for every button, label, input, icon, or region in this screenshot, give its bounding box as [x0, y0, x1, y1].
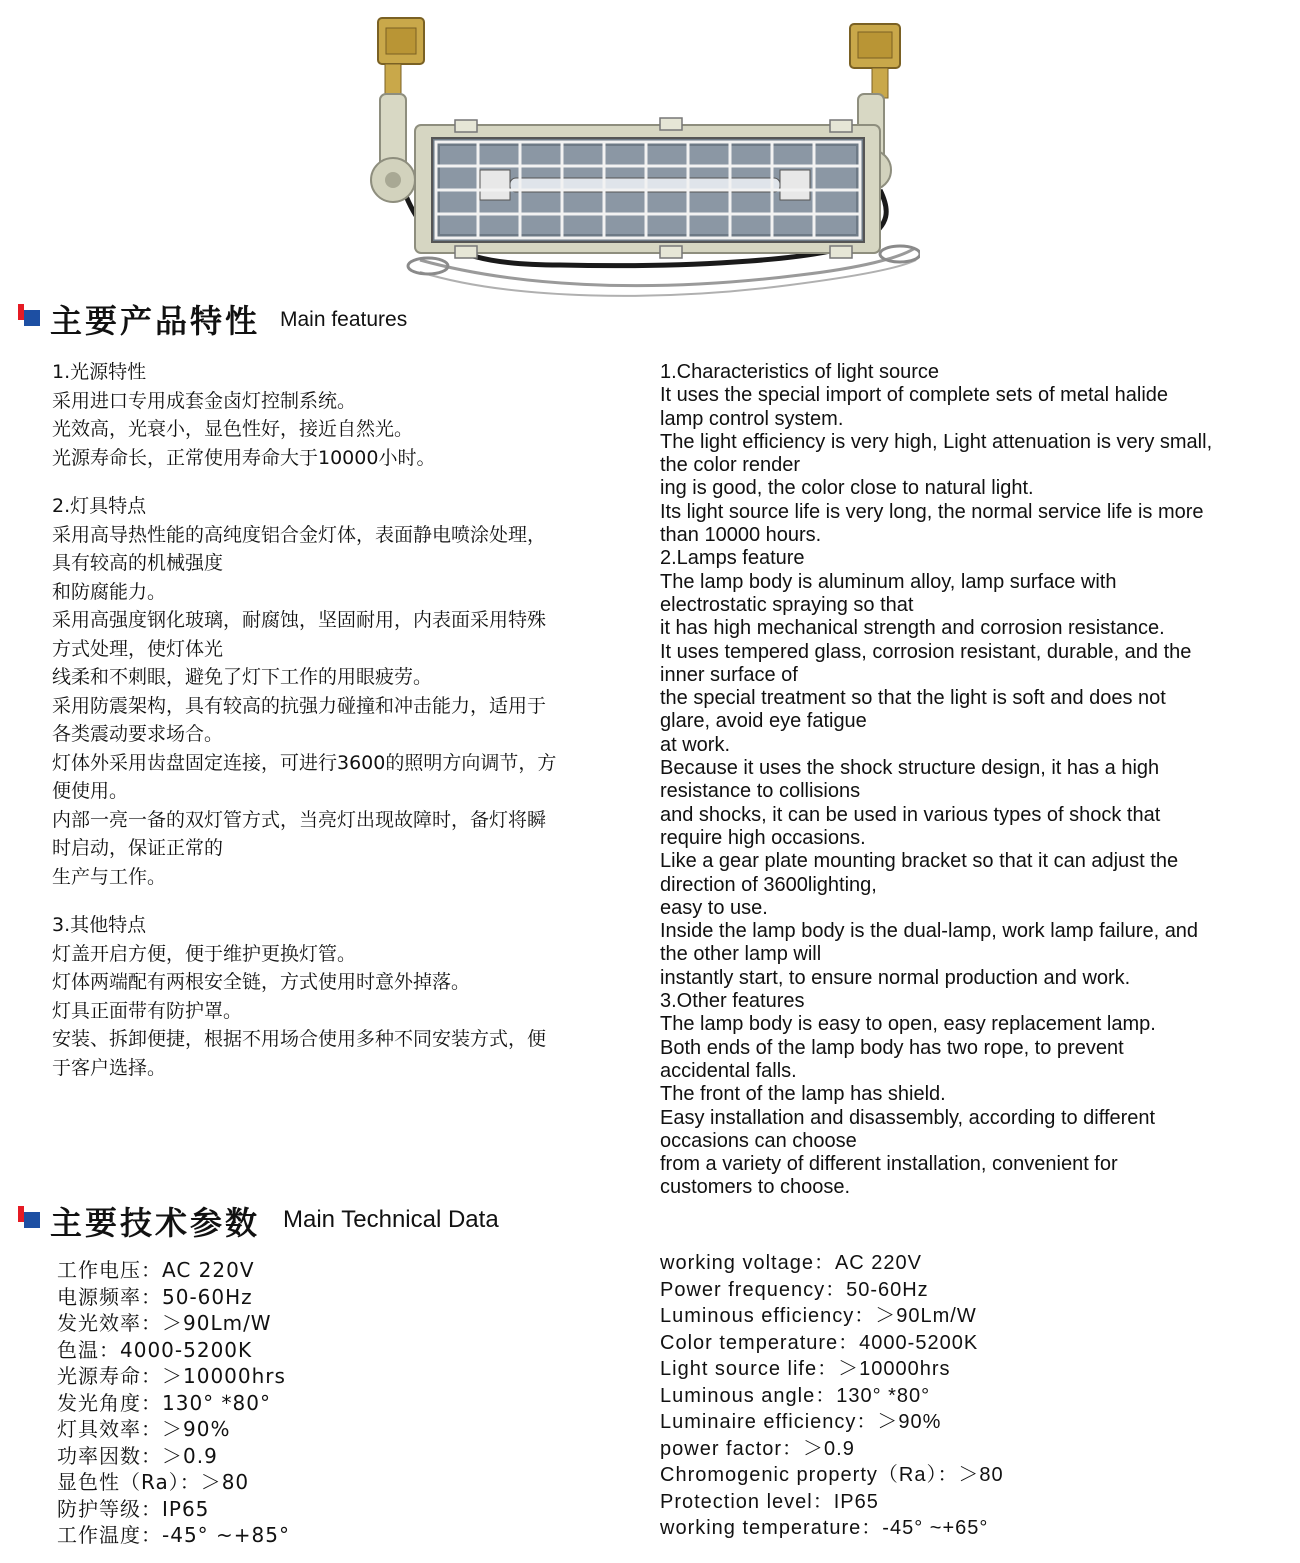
spec-line: 光源寿命：＞10000hrs	[57, 1364, 286, 1388]
spec-line: 工作温度：-45° ~+85°	[57, 1523, 290, 1547]
text-line: resistance to collisions	[660, 780, 861, 803]
text-line: and shocks, it can be used in various types of shock that	[660, 803, 1161, 826]
text-line: at work.	[660, 733, 731, 756]
text-line: Both ends of the lamp body has two rope, to prevent	[660, 1036, 1124, 1059]
text-line: The light efficiency is very high, Light attenuation is very small,	[660, 430, 1213, 453]
text-line: accidental falls.	[660, 1059, 797, 1082]
tech-title-cn: 主要技术参数	[50, 1204, 261, 1242]
text-line: It uses the special import of complete sets of metal halide	[660, 384, 1169, 407]
text-line: easy to use.	[660, 896, 768, 919]
spec-line: Color temperature：4000-5200K	[660, 1331, 979, 1354]
text-line: 灯体外采用齿盘固定连接，可进行3600的照明方向调节，方	[52, 751, 557, 774]
spec-line: 电源频率：50-60Hz	[57, 1284, 253, 1309]
text-line: require high occasions.	[660, 826, 866, 849]
text-line: Easy installation and disassembly, according to different	[660, 1106, 1156, 1129]
text-line: from a variety of different installation, convenient for	[660, 1153, 1118, 1176]
spec-line: Protection level：IP65	[660, 1490, 879, 1513]
text-line: electrostatic spraying so that	[660, 593, 914, 616]
text-line: than 10000 hours.	[660, 524, 822, 547]
text-line: glare, avoid eye fatigue	[660, 710, 867, 733]
text-line: 生产与工作。	[52, 865, 167, 888]
text-line: the color render	[660, 454, 801, 477]
tech-cn-list	[57, 1257, 290, 1549]
text-line: direction of 3600lighting,	[660, 873, 877, 896]
spec-line: 灯具效率：＞90%	[57, 1417, 231, 1441]
section-marker-icon	[18, 1206, 42, 1232]
spec-line: Power frequency：50-60Hz	[660, 1278, 929, 1301]
spec-line: Luminous efficiency：＞90Lm/W	[660, 1305, 977, 1327]
text-line: Like a gear plate mounting bracket so that it can adjust the	[660, 850, 1179, 873]
text-line: 采用防震架构，具有较高的抗强力碰撞和冲击能力，适用于	[52, 694, 547, 717]
text-line: The front of the lamp has shield.	[660, 1083, 946, 1106]
text-line: Because it uses the shock structure design, it has a high	[660, 757, 1160, 780]
features-cn-block-1	[52, 358, 647, 472]
features-cn-block-2	[52, 492, 647, 891]
spec-line: working voltage：AC 220V	[660, 1252, 923, 1274]
spec-line: 防护等级：IP65	[57, 1496, 210, 1521]
spec-line: 色温：4000-5200K	[57, 1337, 253, 1362]
text-line: 2.Lamps feature	[660, 547, 805, 570]
spec-line: power factor：＞0.9	[660, 1437, 855, 1460]
text-line: inner surface of	[660, 663, 798, 686]
text-line: it has high mechanical strength and corrosion resistance.	[660, 617, 1165, 640]
text-line: 具有较高的机械强度	[52, 552, 224, 574]
text-line: instantly start, to ensure normal production and work.	[660, 966, 1131, 989]
text-line: customers to choose.	[660, 1176, 851, 1199]
text-line: 灯盖开启方便，便于维护更换灯管。	[52, 942, 357, 965]
text-line: 灯具正面带有防护罩。	[52, 999, 243, 1022]
text-line: 线柔和不刺眼，避免了灯下工作的用眼疲劳。	[52, 666, 433, 688]
spec-line: Luminous angle：130° *80°	[660, 1384, 931, 1407]
text-line: 时启动，保证正常的	[52, 837, 224, 859]
text-line: 便使用。	[52, 780, 129, 802]
text-line: 采用高导热性能的高纯度铝合金灯体，表面静电喷涂处理，	[52, 523, 547, 546]
spec-line: 功率因数：＞0.9	[57, 1443, 218, 1468]
tech-title-en: Main Technical Data	[283, 1206, 499, 1233]
text-line: ing is good, the color close to natural light.	[660, 477, 1034, 500]
text-line: It uses tempered glass, corrosion resistant, durable, and the	[660, 640, 1192, 663]
features-title-en: Main features	[280, 308, 408, 331]
text-line: 安装、拆卸便捷，根据不用场合使用多种不同安装方式，便	[52, 1028, 547, 1050]
features-title-cn: 主要产品特性	[50, 302, 261, 340]
spec-line: Light source life：＞10000hrs	[660, 1358, 951, 1380]
text-line: 光源寿命长，正常使用寿命大于10000小时。	[52, 446, 436, 469]
spec-line: 发光角度：130° *80°	[57, 1390, 271, 1415]
spec-line: 发光效率：＞90Lm/W	[57, 1311, 272, 1335]
text-line: 方式处理，使灯体光	[52, 637, 224, 660]
text-line: Inside the lamp body is the dual-lamp, work lamp failure, and	[660, 920, 1199, 943]
text-line: The lamp body is aluminum alloy, lamp surface with	[660, 570, 1117, 593]
text-line: 采用进口专用成套金卤灯控制系统。	[52, 389, 357, 412]
text-line: 3.其他特点	[52, 914, 147, 936]
text-line: Its light source life is very long, the normal service life is more	[660, 500, 1204, 523]
text-line: 光效高，光衰小，显色性好，接近自然光。	[52, 418, 414, 440]
text-line: 内部一亮一备的双灯管方式，当亮灯出现故障时，备灯将瞬	[52, 808, 547, 831]
text-line: 各类震动要求场合。	[52, 723, 224, 745]
text-line: the other lamp will	[660, 943, 822, 966]
text-line: 采用高强度钢化玻璃，耐腐蚀，坚固耐用，内表面采用特殊	[52, 609, 547, 631]
text-line: 灯体两端配有两根安全链，方式使用时意外掉落。	[52, 971, 471, 993]
text-line: 和防腐能力。	[52, 580, 167, 603]
features-cn-block-3	[52, 911, 647, 1082]
spec-line: 显色性（Ra）：＞80	[57, 1470, 250, 1494]
text-line: 于客户选择。	[52, 1056, 167, 1079]
product-image-explosion-proof-lamp	[360, 10, 920, 300]
text-line: the special treatment so that the light is soft and does not	[660, 687, 1166, 710]
tech-en-list	[660, 1250, 1004, 1542]
text-line: 3.Other features	[660, 990, 805, 1013]
spec-line: Luminaire efficiency：＞90%	[660, 1411, 942, 1433]
text-line: 2.灯具特点	[52, 495, 147, 517]
section-marker-icon	[18, 304, 42, 330]
features-cn-column	[52, 358, 647, 1082]
text-line: occasions can choose	[660, 1129, 857, 1152]
text-line: The lamp body is easy to open, easy replacement lamp.	[660, 1013, 1156, 1036]
spec-line: Chromogenic property（Ra）：＞80	[660, 1464, 1004, 1486]
spec-line: 工作电压：AC 220V	[57, 1258, 255, 1282]
text-line: 1.光源特性	[52, 361, 147, 383]
features-en-column	[660, 361, 1290, 1200]
text-line: lamp control system.	[660, 407, 844, 430]
spec-line: working temperature：-45° ~+65°	[660, 1517, 989, 1539]
text-line: 1.Characteristics of light source	[660, 361, 940, 383]
